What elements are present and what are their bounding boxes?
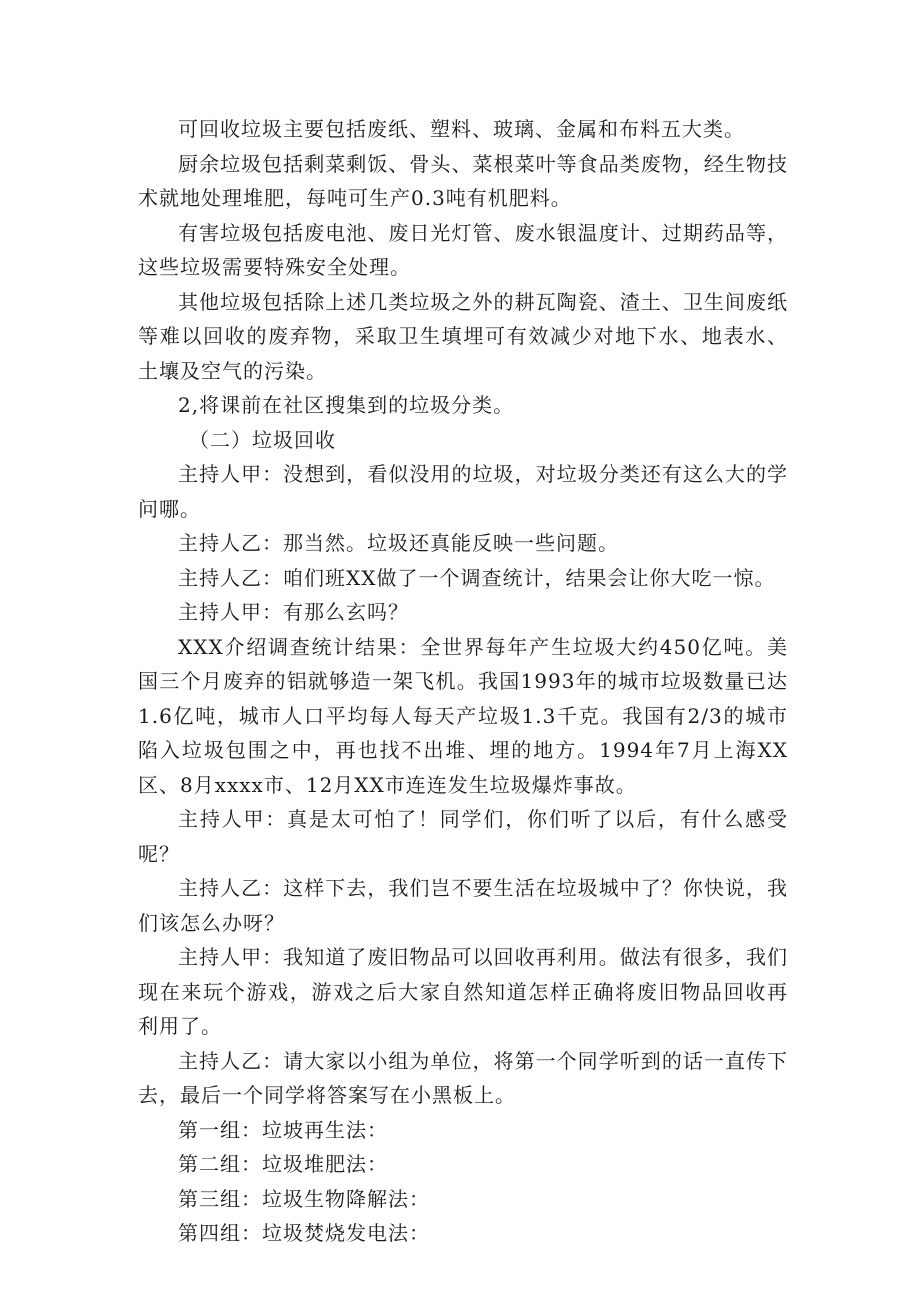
survey-results-paragraph: XXX介绍调查统计结果：全世界每年产生垃圾大约450亿吨。美国三个月废弃的铝就够造一架飞机。我国1993年的城市垃圾数量已达1.6亿吨，城市人口平均每人每天产垃圾1.3千克。我国有2/3的城市陷入垃圾包围之中，再也找不出堆、埋的地方。1994年7月上海XX区、8月xxxx市、12月XX市连连发生垃圾爆炸事故。 <box>138 634 788 797</box>
dialogue-line: 主持人甲：有那么玄吗？ <box>178 600 409 624</box>
group-item-4: 第四组：垃圾焚烧发电法： <box>178 1221 430 1245</box>
dialogue-line: 主持人甲：我知道了废旧物品可以回收再利用。做法有很多，我们现在来玩个游戏，游戏之后大家自然知道怎样正确将废旧物品回收再利用了。 <box>138 945 788 1038</box>
dialogue-line: 主持人乙：那当然。垃圾还真能反映一些问题。 <box>178 531 619 555</box>
paragraph-other-waste: 其他垃圾包括除上述几类垃圾之外的耕瓦陶瓷、渣土、卫生间废纸等难以回收的废弃物，采取卫生填埋可有效减少对地下水、地表水、土壤及空气的污染。 <box>138 289 788 383</box>
dialogue-line: 主持人甲：没想到，看似没用的垃圾，对垃圾分类还有这么大的学问哪。 <box>138 462 788 521</box>
section-heading-recycling: （二）垃圾回收 <box>189 427 336 452</box>
group-item-1: 第一组：垃坡再生法： <box>178 1117 388 1142</box>
dialogue-line: 主持人乙：这样下去，我们岂不要生活在垃圾城中了？你快说，我们该怎么办呀？ <box>138 876 788 935</box>
dialogue-line: 主持人乙：咱们班XX做了一个调查统计，结果会让你大吃一惊。 <box>178 565 776 590</box>
document-page <box>138 112 788 1251</box>
group-item-2: 第二组：垃圾堆肥法： <box>178 1152 388 1176</box>
dialogue-line: 主持人乙：请大家以小组为单位，将第一个同学听到的话一直传下去，最后一个同学将答案写在小黑板上。 <box>138 1048 788 1107</box>
dialogue-line: 主持人甲：真是太可怕了！同学们，你们听了以后，有什么感受呢？ <box>138 807 788 866</box>
group-item-3: 第三组：垃圾生物降解法： <box>178 1186 430 1211</box>
paragraph-hazardous-waste: 有害垃圾包括废电池、废日光灯管、废水银温度计、过期药品等，这些垃圾需要特殊安全处理。 <box>138 220 788 279</box>
paragraph-kitchen-waste: 厨余垃圾包括剩菜剩饭、骨头、菜根菜叶等食品类废物，经生物技术就地处理堆肥，每吨可生产0.3吨有机肥料。 <box>138 151 788 210</box>
paragraph-step-2: 2,将课前在社区搜集到的垃圾分类。 <box>178 393 515 417</box>
paragraph-recyclable-waste: 可回收垃圾主要包括废纸、塑料、玻璃、金属和布料五大类。 <box>178 117 745 141</box>
